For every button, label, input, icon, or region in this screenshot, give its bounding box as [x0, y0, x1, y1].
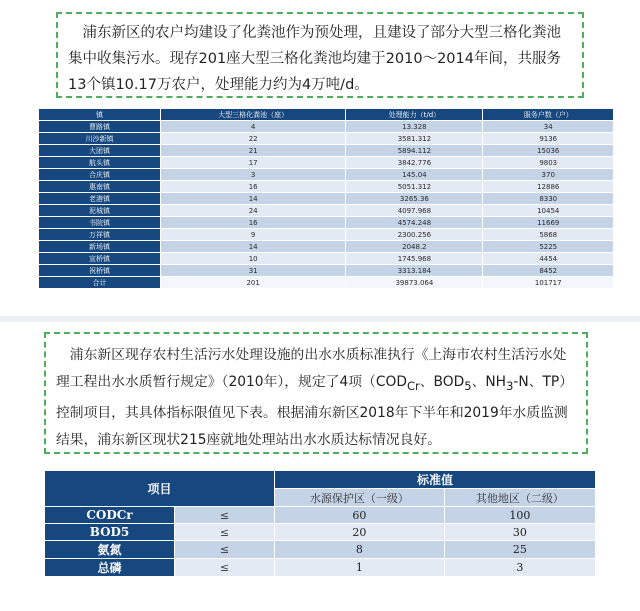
town-cell: 航头镇: [39, 157, 161, 169]
town-cell: 新场镇: [39, 241, 161, 253]
town-cell: 大团镇: [39, 145, 161, 157]
zone2-value-cell: 3: [444, 559, 595, 577]
tanks-cell: 17: [161, 157, 346, 169]
households-cell: 5225: [483, 241, 614, 253]
households-cell: 15036: [483, 145, 614, 157]
zone1-value-cell: 8: [275, 541, 445, 559]
table-header-row: [39, 109, 614, 121]
table-row: [39, 241, 614, 253]
tanks-cell: 24: [161, 205, 346, 217]
table-body: [45, 507, 596, 577]
table-row: [39, 169, 614, 181]
capacity-cell: 2300.256: [346, 229, 483, 241]
town-cell: 曹路镇: [39, 121, 161, 133]
standard-header: 标准值: [275, 471, 596, 489]
town-cell: 川沙新镇: [39, 133, 161, 145]
zone2-value-cell: 100: [444, 507, 595, 524]
standard-text-a: 浦东新区现存农村生活污水处理设施的出水水质标准执行《上海市农村生活污水处理工程出水水质暂行规定》（2010年），规定了4项（COD: [56, 347, 567, 390]
tanks-cell: 31: [161, 265, 346, 277]
town-cell: 万祥镇: [39, 229, 161, 241]
capacity-cell: 145.04: [346, 169, 483, 181]
tanks-cell: 16: [161, 217, 346, 229]
town-cell: 祝桥镇: [39, 265, 161, 277]
water-quality-table: [44, 470, 596, 577]
col-header-capacity: 处理能力（t/d）: [346, 109, 483, 121]
operator-cell: ≤: [175, 507, 275, 524]
tanks-cell: 4: [161, 121, 346, 133]
table-row: [39, 229, 614, 241]
table-row: [45, 541, 596, 559]
town-cell: 泥城镇: [39, 205, 161, 217]
standard-text-b: 、BOD: [419, 374, 465, 390]
total-households-cell: 101717: [483, 277, 614, 289]
table-row: [39, 205, 614, 217]
capacity-cell: 5051.312: [346, 181, 483, 193]
table-row: [39, 265, 614, 277]
table-row: [39, 145, 614, 157]
total-row: [39, 277, 614, 289]
tanks-cell: 14: [161, 193, 346, 205]
town-cell: 老港镇: [39, 193, 161, 205]
town-cell: 书院镇: [39, 217, 161, 229]
capacity-cell: 4097.968: [346, 205, 483, 217]
tanks-cell: 21: [161, 145, 346, 157]
tanks-cell: 10: [161, 253, 346, 265]
item-cell: CODCr: [45, 507, 175, 524]
total-capacity-cell: 39873.064: [346, 277, 483, 289]
table-row: [39, 193, 614, 205]
table-row: [45, 524, 596, 541]
table-row: [45, 559, 596, 577]
households-cell: 34: [483, 121, 614, 133]
total-town-cell: 合计: [39, 277, 161, 289]
table-row: [45, 507, 596, 524]
operator-cell: ≤: [175, 559, 275, 577]
households-cell: 8452: [483, 265, 614, 277]
standard-paragraph: [56, 342, 576, 454]
capacity-cell: 2048.2: [346, 241, 483, 253]
standard-sub-cr: Cr: [406, 378, 420, 393]
capacity-cell: 3842.776: [346, 157, 483, 169]
capacity-cell: 3265.36: [346, 193, 483, 205]
tanks-cell: 16: [161, 181, 346, 193]
item-cell: BOD5: [45, 524, 175, 541]
table-row: [39, 133, 614, 145]
standard-sub-3: 3: [506, 378, 514, 393]
households-cell: 8330: [483, 193, 614, 205]
capacity-cell: 4574.248: [346, 217, 483, 229]
households-cell: 9136: [483, 133, 614, 145]
col-header-town: 镇: [39, 109, 161, 121]
zone1-value-cell: 20: [275, 524, 445, 541]
town-cell: 宣桥镇: [39, 253, 161, 265]
tanks-cell: 14: [161, 241, 346, 253]
zone1-header: 水源保护区（一级）: [275, 489, 445, 507]
households-cell: 4454: [483, 253, 614, 265]
item-cell: 氨氮: [45, 541, 175, 559]
tanks-cell: 3: [161, 169, 346, 181]
zone2-value-cell: 30: [444, 524, 595, 541]
zone2-header: 其他地区（二级）: [444, 489, 595, 507]
tanks-cell: 22: [161, 133, 346, 145]
standard-text-d: -N、TP）控制项目，其具体指标限值见下表。根据浦东新区2018年下半年和2019年水质监测结果，浦东新区现状215座就地处理站出水水质达标情况良好。: [56, 374, 574, 448]
table-body: [39, 121, 614, 289]
table-row: [39, 253, 614, 265]
operator-cell: ≤: [175, 541, 275, 559]
zone1-value-cell: 1: [275, 559, 445, 577]
households-cell: 5868: [483, 229, 614, 241]
septic-tank-table: [38, 108, 614, 289]
tanks-cell: 9: [161, 229, 346, 241]
households-cell: 10454: [483, 205, 614, 217]
households-cell: 9803: [483, 157, 614, 169]
households-cell: 370: [483, 169, 614, 181]
standard-textbox: [44, 332, 588, 454]
households-cell: 12886: [483, 181, 614, 193]
item-header: 项目: [45, 471, 275, 507]
capacity-cell: 3581.312: [346, 133, 483, 145]
intro-textbox: [56, 12, 584, 98]
zone1-value-cell: 60: [275, 507, 445, 524]
town-cell: 合庆镇: [39, 169, 161, 181]
col-header-households: 服务户数（户）: [483, 109, 614, 121]
item-cell: 总磷: [45, 559, 175, 577]
total-tanks-cell: 201: [161, 277, 346, 289]
capacity-cell: 13.328: [346, 121, 483, 133]
table-row: [39, 157, 614, 169]
households-cell: 11669: [483, 217, 614, 229]
standard-sub-5: 5: [464, 378, 472, 393]
intro-paragraph: 浦东新区的农户均建设了化粪池作为预处理，且建设了部分大型三格化粪池集中收集污水。现存201座大型三格化粪池均建于2010～2014年间，共服务13个镇10.17万农户，处理能力约为4万吨/d。: [68, 25, 561, 93]
table-row: [39, 181, 614, 193]
table-row: [39, 217, 614, 229]
table-row: [39, 121, 614, 133]
standard-text-c: 、NH: [471, 374, 507, 390]
operator-cell: ≤: [175, 524, 275, 541]
capacity-cell: 1745.968: [346, 253, 483, 265]
zone2-value-cell: 25: [444, 541, 595, 559]
capacity-cell: 3313.184: [346, 265, 483, 277]
town-cell: 惠南镇: [39, 181, 161, 193]
col-header-tanks: 大型三格化粪池（座）: [161, 109, 346, 121]
capacity-cell: 5894.112: [346, 145, 483, 157]
